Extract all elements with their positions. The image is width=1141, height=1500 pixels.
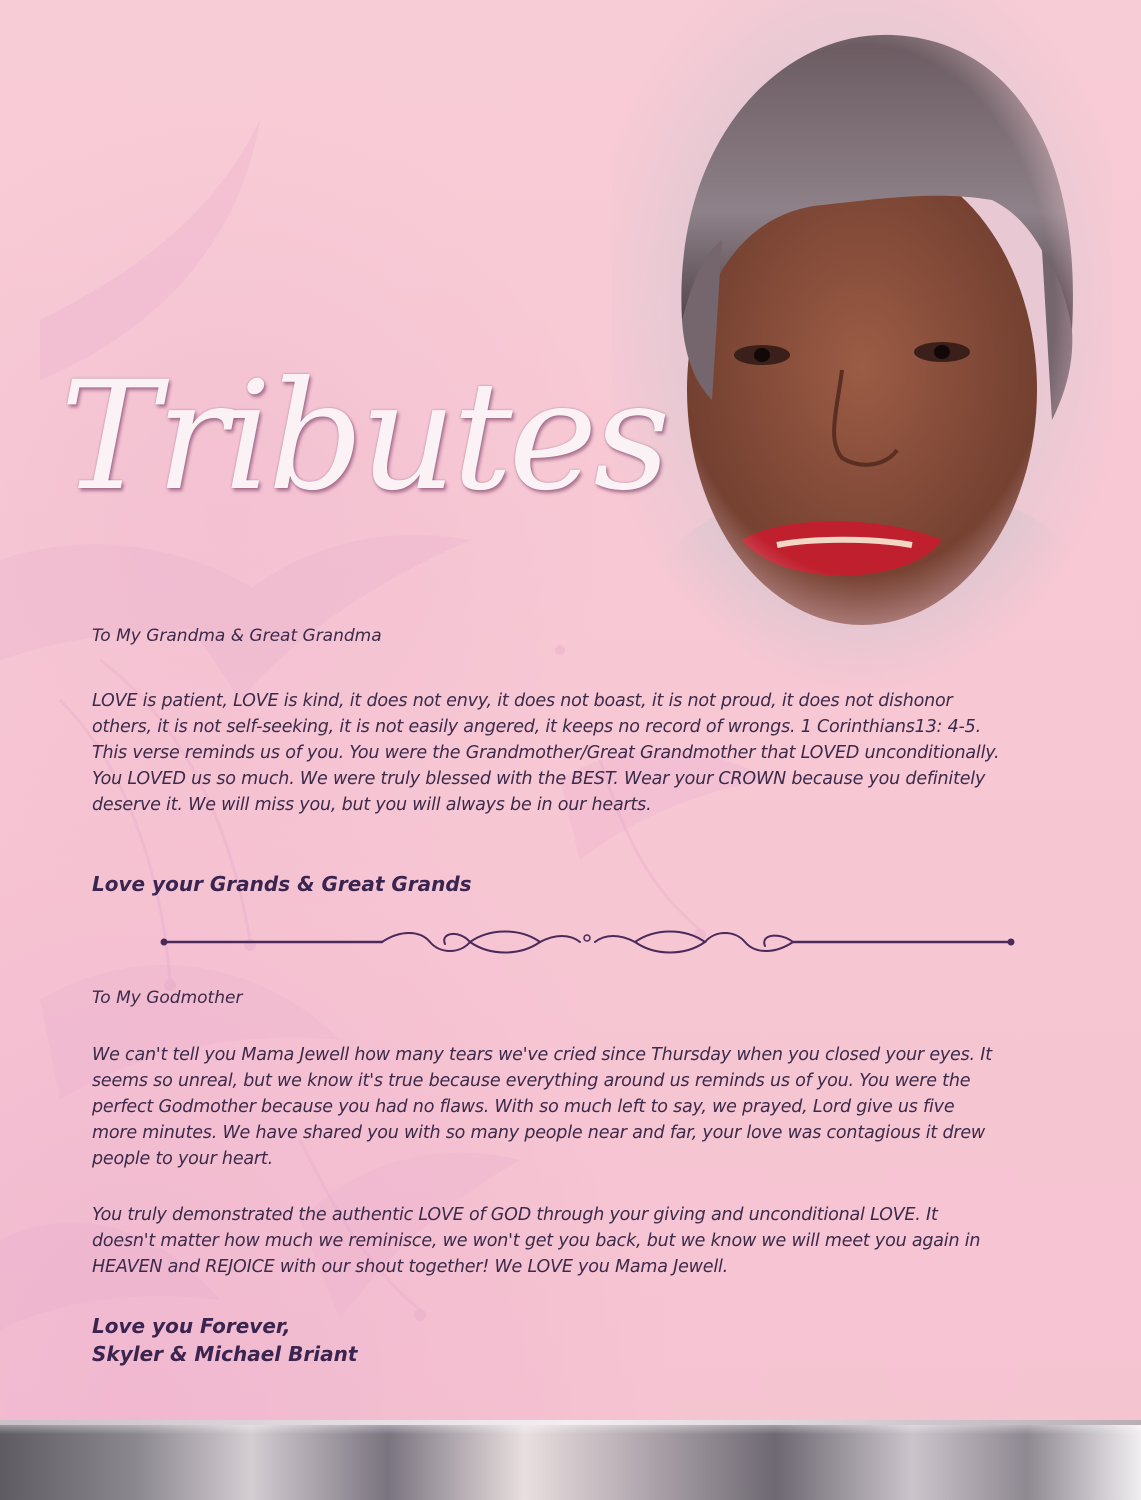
metallic-footer-band — [0, 1420, 1141, 1500]
tribute2-line: people to your heart. — [92, 1149, 273, 1169]
tribute2-line: You truly demonstrated the authentic LOVE of GOD through your giving and unconditional LOVE. It — [92, 1205, 938, 1225]
tribute2-line: perfect Godmother because you had no flaws. With so much left to say, we prayed, Lord give us five — [92, 1097, 955, 1117]
tribute2-paragraph-1 — [92, 1042, 1092, 1172]
tribute2-signature — [92, 1312, 1092, 1368]
tribute1-body-line: This verse reminds us of you. You were the Grandmother/Great Grandmother that LOVED unconditionally. — [92, 743, 1000, 763]
tribute2-line: HEAVEN and REJOICE with our shout together! We LOVE you Mama Jewell. — [92, 1257, 729, 1277]
tribute1-body — [92, 688, 1092, 818]
tribute1-body-line: You LOVED us so much. We were truly blessed with the BEST. Wear your CROWN because you definitely — [92, 769, 986, 789]
page-title: Tributes — [60, 350, 667, 524]
tribute1-heading: To My Grandma & Great Grandma — [92, 626, 382, 646]
tribute1-body-line: deserve it. We will miss you, but you will always be in our hearts. — [92, 795, 652, 815]
tribute2-signature-line: Skyler & Michael Briant — [92, 1342, 358, 1366]
tribute2-line: We can't tell you Mama Jewell how many tears we've cried since Thursday when you closed your eyes. It — [92, 1045, 992, 1065]
tribute1-body-line: others, it is not self-seeking, it is not easily angered, it keeps no record of wrongs. 1 Corinthians13: 4-5. — [92, 717, 981, 737]
tribute2-line: doesn't matter how much we reminisce, we won't get you back, but we know we will meet you again in — [92, 1231, 981, 1251]
tribute1-body-line: LOVE is patient, LOVE is kind, it does not envy, it does not boast, it is not proud, it does not dishonor — [92, 691, 953, 711]
portrait-photo — [612, 0, 1112, 690]
tribute2-signature-line: Love you Forever, — [92, 1314, 291, 1338]
tribute2-line: seems so unreal, but we know it's true because everything around us reminds us of you. You were the — [92, 1071, 971, 1091]
tribute2-line: more minutes. We have shared you with so many people near and far, your love was contagious it drew — [92, 1123, 986, 1143]
ornamental-divider — [160, 920, 1015, 964]
tribute1-signature: Love your Grands & Great Grands — [92, 872, 472, 896]
tribute2-heading: To My Godmother — [92, 988, 243, 1008]
tribute2-paragraph-2 — [92, 1202, 1092, 1280]
